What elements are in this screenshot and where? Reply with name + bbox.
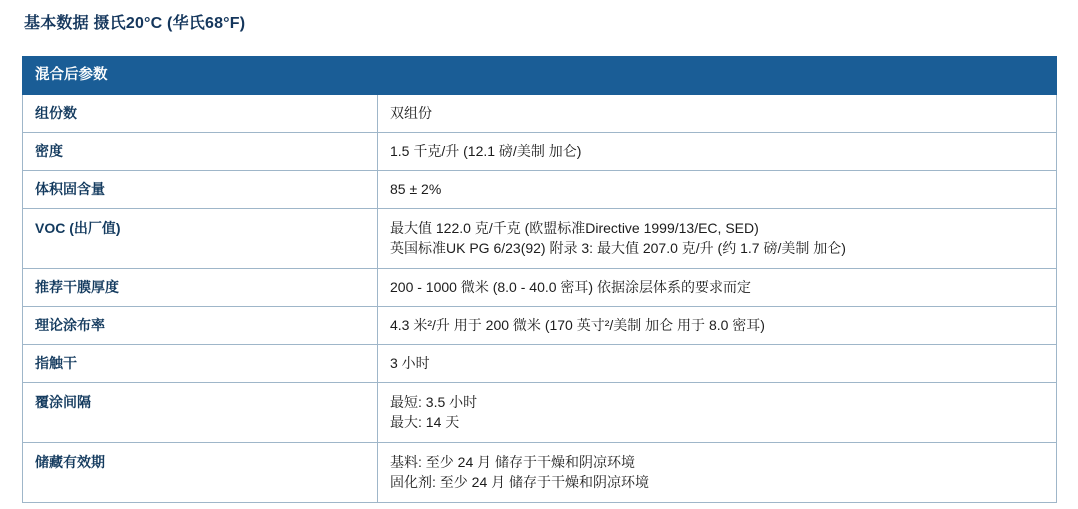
row-value-line: 双组份 bbox=[390, 105, 432, 121]
basic-data-table bbox=[22, 56, 1057, 503]
row-label: 密度 bbox=[23, 133, 378, 171]
row-value bbox=[378, 345, 1057, 383]
table-row bbox=[23, 95, 1057, 133]
row-value bbox=[378, 133, 1057, 171]
table-row bbox=[23, 171, 1057, 209]
row-value-line: 4.3 米²/升 用于 200 微米 (170 英寸²/美制 加仑 用于 8.0 密耳) bbox=[390, 317, 765, 333]
table-row bbox=[23, 307, 1057, 345]
table-header-row bbox=[23, 57, 1057, 95]
row-value bbox=[378, 209, 1057, 269]
row-value-line: 基料: 至少 24 月 储存于干燥和阴凉环境 bbox=[390, 454, 636, 470]
row-value-line: 200 - 1000 微米 (8.0 - 40.0 密耳) 依据涂层体系的要求而定 bbox=[390, 279, 751, 295]
row-value-line: 最大值 122.0 克/千克 (欧盟标准Directive 1999/13/EC, SED) bbox=[390, 220, 759, 236]
table-row bbox=[23, 443, 1057, 503]
table-row bbox=[23, 345, 1057, 383]
row-value-line: 最大: 14 天 bbox=[390, 414, 460, 430]
table-row bbox=[23, 209, 1057, 269]
row-value bbox=[378, 307, 1057, 345]
row-value-line: 1.5 千克/升 (12.1 磅/美制 加仑) bbox=[390, 143, 582, 159]
row-label: 覆涂间隔 bbox=[23, 383, 378, 443]
row-label: 推荐干膜厚度 bbox=[23, 269, 378, 307]
table-row bbox=[23, 269, 1057, 307]
table-row bbox=[23, 133, 1057, 171]
row-label: 指触干 bbox=[23, 345, 378, 383]
page-title: 基本数据 摄氏20°C (华氏68°F) bbox=[24, 15, 246, 32]
row-value bbox=[378, 171, 1057, 209]
row-label: 体积固含量 bbox=[23, 171, 378, 209]
table-row bbox=[23, 383, 1057, 443]
row-label: 组份数 bbox=[23, 95, 378, 133]
row-value bbox=[378, 95, 1057, 133]
row-label: VOC (出厂值) bbox=[23, 209, 378, 269]
row-value-line: 最短: 3.5 小时 bbox=[390, 394, 478, 410]
row-value bbox=[378, 269, 1057, 307]
row-value-line: 英国标准UK PG 6/23(92) 附录 3: 最大值 207.0 克/升 (约 1.7 磅/美制 加仑) bbox=[390, 240, 846, 256]
row-value bbox=[378, 383, 1057, 443]
row-value-line: 85 ± 2% bbox=[390, 181, 442, 197]
row-label: 储藏有效期 bbox=[23, 443, 378, 503]
table-header-title: 混合后参数 bbox=[23, 57, 1057, 95]
row-label: 理论涂布率 bbox=[23, 307, 378, 345]
row-value-line: 固化剂: 至少 24 月 储存于干燥和阴凉环境 bbox=[390, 474, 650, 490]
row-value bbox=[378, 443, 1057, 503]
row-value-line: 3 小时 bbox=[390, 355, 430, 371]
